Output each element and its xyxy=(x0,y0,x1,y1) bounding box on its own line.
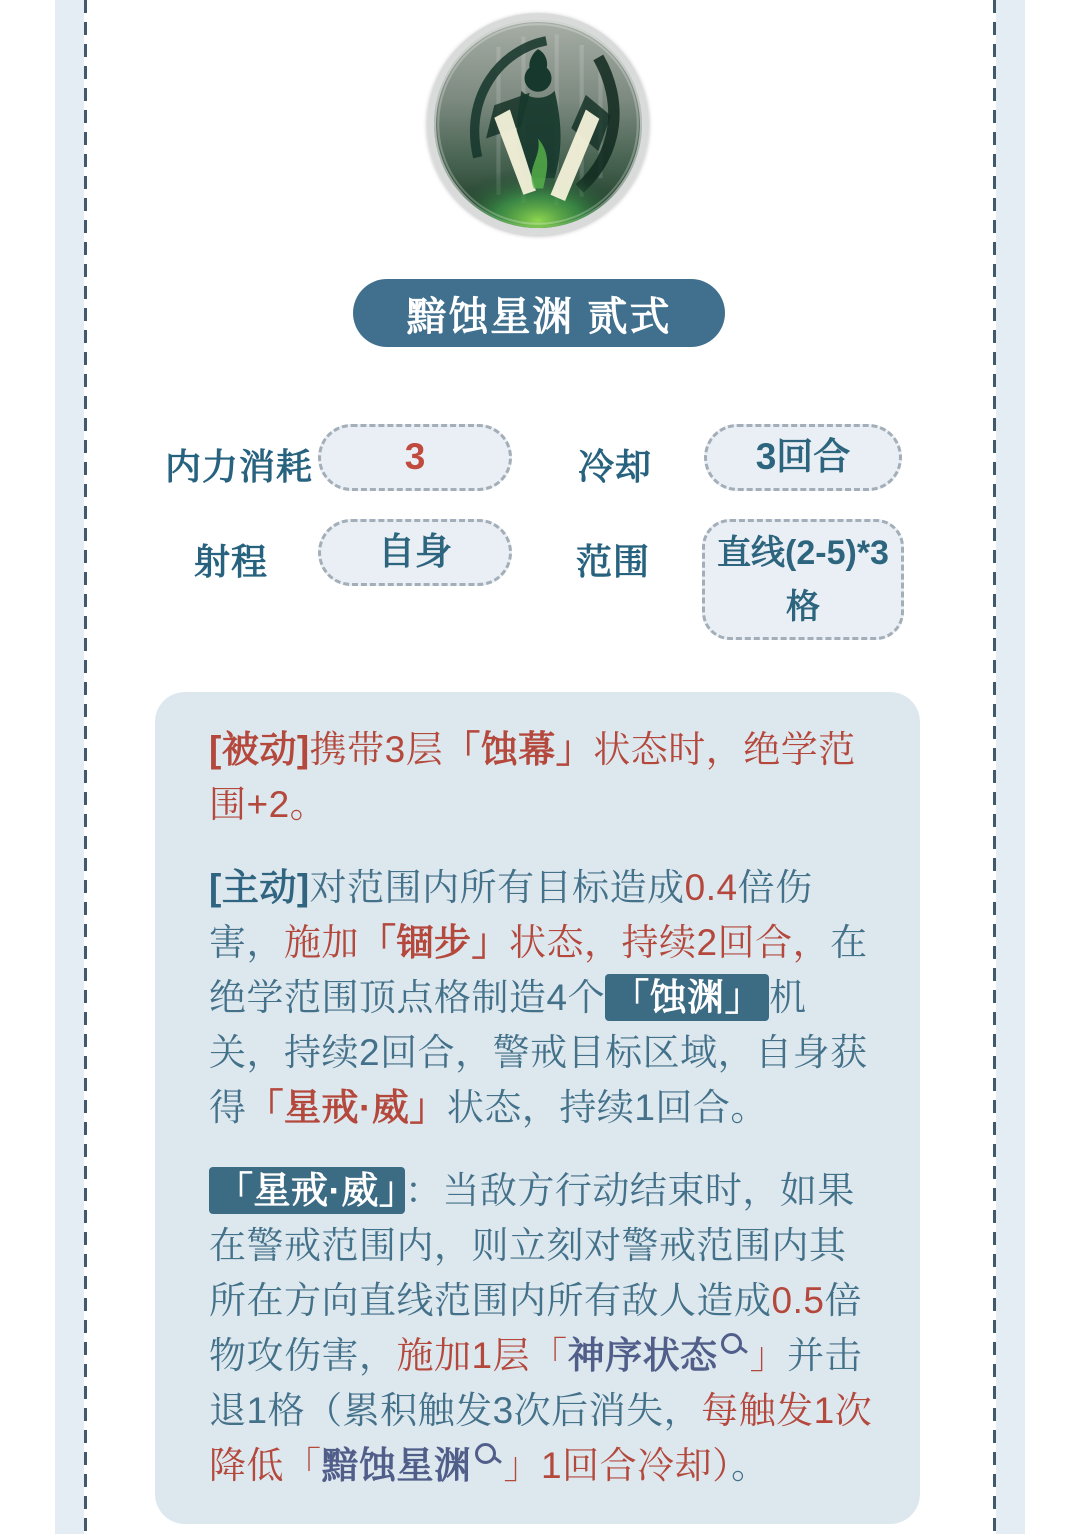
magnifier-icon[interactable] xyxy=(475,1443,496,1464)
skill-paragraph-trigger xyxy=(209,1163,874,1493)
text-segment: 「星戒·威」 xyxy=(209,1167,405,1214)
stat-value-cooldown: 3回合 xyxy=(755,436,851,478)
text-segment: 「 xyxy=(530,1335,568,1376)
text-segment: ：当敌方行动结束时，如果在警戒范围内，则立刻对警戒范围内其所在方向直线范围内所有敌人造成 xyxy=(209,1170,855,1321)
right-margin-band xyxy=(996,0,1025,1534)
skill-paragraph-passive xyxy=(209,722,874,832)
text-segment: 「锢步」 xyxy=(359,922,509,963)
stat-label-cooldown: 冷却 xyxy=(578,446,653,487)
text-segment: 每触发1次降低 xyxy=(209,1390,873,1486)
stat-box-cooldown xyxy=(704,424,902,491)
skill-description-panel xyxy=(155,692,920,1524)
text-segment: [被动] xyxy=(209,729,310,770)
stat-value-cost: 3 xyxy=(404,436,426,478)
text-segment: 。 xyxy=(731,1445,769,1486)
text-segment: 」 xyxy=(749,1335,788,1376)
text-segment: 倍物攻伤害， xyxy=(209,1280,862,1376)
text-segment: [主动] xyxy=(209,867,310,908)
skill-icon xyxy=(427,13,649,235)
text-segment: 「 xyxy=(284,1445,322,1486)
text-segment: 「蚀渊」 xyxy=(605,974,769,1021)
text-segment: 携带3层 xyxy=(309,729,444,770)
text-segment: 状态，持续1回合。 xyxy=(446,1087,768,1128)
text-segment: 并击退1格（累积触发3次后消失， xyxy=(209,1335,863,1431)
left-dashed-rule xyxy=(84,0,87,1534)
text-segment: 0.5 xyxy=(771,1280,825,1321)
stat-box-range xyxy=(318,519,512,586)
term-link[interactable]: 神序状态 xyxy=(567,1335,718,1376)
text-segment: 施加 xyxy=(284,922,359,963)
text-segment: 「蚀幕」 xyxy=(443,729,594,770)
stat-value-area: 直线(2-5)*3格 xyxy=(717,533,889,626)
text-segment: 「星戒·威」 xyxy=(246,1087,447,1128)
left-margin-band xyxy=(55,0,84,1534)
stat-box-area xyxy=(702,519,904,640)
text-segment: 」 xyxy=(503,1445,541,1486)
magnifier-icon[interactable] xyxy=(721,1333,742,1354)
skill-paragraph-active xyxy=(209,860,874,1135)
text-segment: 对范围内所有目标造成 xyxy=(309,867,685,908)
text-segment: 状态，持续2回合， xyxy=(509,922,831,963)
stat-label-cost: 内力消耗 xyxy=(165,446,314,487)
text-segment: 倍伤害， xyxy=(209,867,813,963)
text-segment: 机关，持续2回合，警戒目标区域，自身获得 xyxy=(209,977,868,1128)
text-segment: 1回合冷却） xyxy=(541,1445,732,1486)
skill-title: 黯蚀星渊 贰式 xyxy=(406,294,672,339)
term-link[interactable]: 黯蚀星渊 xyxy=(321,1445,472,1486)
green-archer-icon-art xyxy=(434,20,642,228)
stat-label-area: 范围 xyxy=(576,541,651,582)
stat-label-range: 射程 xyxy=(194,541,269,582)
text-segment: 状态时，绝学范围+2。 xyxy=(209,729,856,825)
right-dashed-rule xyxy=(993,0,996,1534)
stat-box-cost xyxy=(318,424,512,491)
text-segment: 施加1层 xyxy=(396,1335,531,1376)
stat-value-range: 自身 xyxy=(378,531,452,573)
skill-title-pill xyxy=(353,279,725,347)
text-segment: 0.4 xyxy=(684,867,738,908)
text-segment: 在绝学范围顶点格制造4个 xyxy=(209,922,868,1018)
